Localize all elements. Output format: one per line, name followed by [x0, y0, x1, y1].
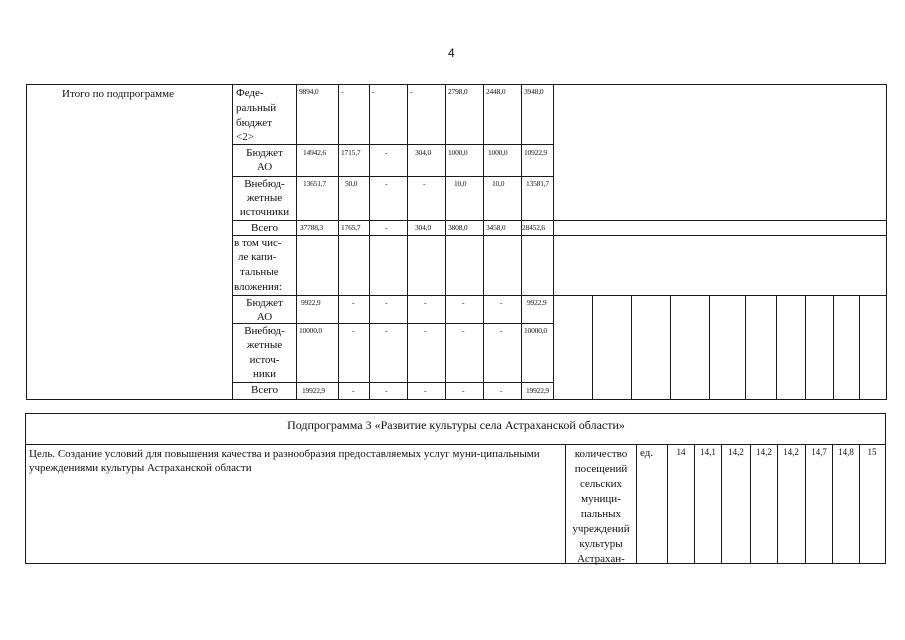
subprogram-header: Подпрограмма 3 «Развитие культуры села Астраханской области»	[287, 418, 625, 432]
indicator-line: Астрахан-	[577, 553, 625, 565]
table-cell: -	[385, 223, 388, 232]
table-border-right	[885, 413, 886, 564]
table-cell: 10000,0	[524, 326, 547, 335]
column-divider	[296, 84, 297, 400]
column-divider	[750, 444, 751, 564]
table-cell: -	[462, 298, 465, 307]
unit-cell: ед.	[640, 447, 654, 459]
indicator-cell	[566, 447, 636, 567]
indicator-line: сельских	[579, 478, 623, 490]
table-cell: -	[423, 179, 426, 188]
column-divider	[338, 84, 339, 400]
table-cell: -	[424, 326, 427, 335]
column-divider	[369, 84, 370, 400]
table-cell: -	[410, 87, 413, 96]
column-divider	[777, 444, 778, 564]
source-label-line: <2>	[236, 131, 254, 143]
indicator-value: 14,1	[700, 447, 716, 457]
table-border-top	[25, 413, 886, 414]
table-cell: 50,0	[345, 179, 358, 188]
indicator-value: 14,2	[756, 447, 772, 457]
indicator-line: культуры	[579, 538, 623, 550]
table-cell: -	[385, 386, 388, 395]
indicator-value: 14,2	[783, 447, 799, 457]
source-label-line: Бюджет	[246, 147, 283, 159]
source-label-line: АО	[256, 161, 273, 173]
source-label-line: в том чис-	[234, 237, 282, 249]
indicator-line: муници-	[581, 493, 621, 505]
table-border-top	[26, 84, 887, 85]
table-cell: 9894,0	[299, 87, 319, 96]
table-cell: 9922,9	[301, 298, 321, 307]
source-label-line: ники	[252, 368, 276, 380]
table-cell: 10922,9	[524, 148, 547, 157]
indicator-value: 14,7	[811, 447, 827, 457]
table-cell: 10000,0	[299, 326, 322, 335]
row-divider	[232, 295, 887, 296]
column-divider	[859, 295, 860, 400]
source-label-line: источ-	[249, 354, 280, 366]
table-cell: 3808,0	[448, 223, 468, 232]
table-cell: 19922,9	[526, 386, 549, 395]
column-divider	[833, 295, 834, 400]
column-divider	[445, 84, 446, 400]
column-divider	[592, 295, 593, 400]
source-label-line: АО	[256, 311, 273, 323]
indicator-value: 14	[676, 447, 686, 457]
source-label-line: жетные	[246, 339, 283, 351]
column-divider	[745, 295, 746, 400]
source-label-line: Всего	[251, 384, 278, 396]
source-label-line: вложения:	[234, 281, 282, 293]
table-cell: 10,0	[454, 179, 467, 188]
table-cell: 10,0	[492, 179, 505, 188]
row-divider	[232, 220, 887, 221]
table-cell: -	[500, 386, 503, 395]
column-divider	[636, 444, 637, 564]
table-cell: -	[352, 386, 355, 395]
table-cell: 304,0	[415, 223, 431, 232]
source-label-line: жетные	[246, 192, 283, 204]
source-label-line: ральный	[236, 102, 277, 114]
column-divider	[859, 444, 860, 564]
table-cell: -	[424, 386, 427, 395]
table-cell: -	[385, 326, 388, 335]
indicator-line: количество	[574, 448, 628, 460]
source-label-line: тальные	[240, 266, 279, 278]
indicator-value: 15	[867, 447, 877, 457]
table-cell: 13651,7	[303, 179, 326, 188]
indicator-line: посещений	[574, 463, 628, 475]
table-cell: 28452,6	[522, 223, 545, 232]
table-cell: -	[372, 87, 375, 96]
table-cell: 19922,9	[302, 386, 325, 395]
table-cell: -	[385, 148, 388, 157]
table-border-left	[25, 413, 26, 564]
table-cell: 304,0	[415, 148, 431, 157]
source-label-line: ле капи-	[238, 251, 277, 263]
column-divider	[721, 444, 722, 564]
indicator-value: 14,2	[728, 447, 744, 457]
column-divider	[805, 444, 806, 564]
column-divider	[407, 84, 408, 400]
table-cell: -	[341, 87, 344, 96]
table-cell: 3458,0	[486, 223, 506, 232]
indicator-line: пальных	[580, 508, 622, 520]
table-cell: -	[424, 298, 427, 307]
table-cell: 3948,0	[524, 87, 544, 96]
table-cell: 2448,0	[486, 87, 506, 96]
column-divider	[670, 295, 671, 400]
table-cell: -	[462, 326, 465, 335]
table-border-right	[886, 84, 887, 400]
source-label-line: Внебюд-	[244, 178, 285, 190]
table-cell: 1715,7	[341, 148, 361, 157]
column-divider	[667, 444, 668, 564]
table-cell: 13581,7	[526, 179, 549, 188]
source-label-line: Внебюд-	[244, 325, 285, 337]
table-cell: 37788,3	[300, 223, 323, 232]
column-divider	[521, 84, 522, 400]
source-label-line: Бюджет	[246, 297, 283, 309]
source-label-line: источники	[239, 206, 290, 218]
table-border-bottom	[25, 563, 886, 564]
row-divider	[232, 235, 887, 236]
table-border-left	[26, 84, 27, 400]
column-divider	[694, 444, 695, 564]
table-cell: 9922,9	[527, 298, 547, 307]
table-cell: 2798,0	[448, 87, 468, 96]
table-cell: -	[385, 179, 388, 188]
table-cell: -	[462, 386, 465, 395]
table-cell: 1000,0	[448, 148, 468, 157]
column-divider	[483, 84, 484, 400]
table-cell: -	[500, 326, 503, 335]
column-divider	[553, 84, 554, 400]
column-divider	[631, 295, 632, 400]
page-number: 4	[448, 46, 455, 60]
source-label-line: бюджет	[236, 117, 272, 129]
table-cell: 1765,7	[341, 223, 361, 232]
table-cell: 14942,6	[303, 148, 326, 157]
row-label-subprogram-total: Итого по подпрограмме	[62, 88, 174, 100]
table-border-bottom	[26, 399, 887, 400]
table-cell: 1000,0	[488, 148, 508, 157]
indicator-line: учреждений	[572, 523, 630, 535]
table-cell: -	[500, 298, 503, 307]
source-label-line: Всего	[251, 222, 278, 234]
column-divider	[776, 295, 777, 400]
row-divider	[25, 444, 886, 445]
indicator-value: 14,8	[838, 447, 854, 457]
source-label-line: Феде-	[236, 87, 264, 99]
column-divider	[709, 295, 710, 400]
table-cell: -	[352, 298, 355, 307]
row-divider	[232, 144, 554, 145]
table-cell: -	[352, 326, 355, 335]
goal-text: Цель. Создание условий для повышения качества и разнообразия предоставляемых услуг муни-ципальными учреждениями культуры Астраханской области	[29, 448, 540, 474]
column-divider	[805, 295, 806, 400]
column-divider	[832, 444, 833, 564]
table-cell: -	[385, 298, 388, 307]
